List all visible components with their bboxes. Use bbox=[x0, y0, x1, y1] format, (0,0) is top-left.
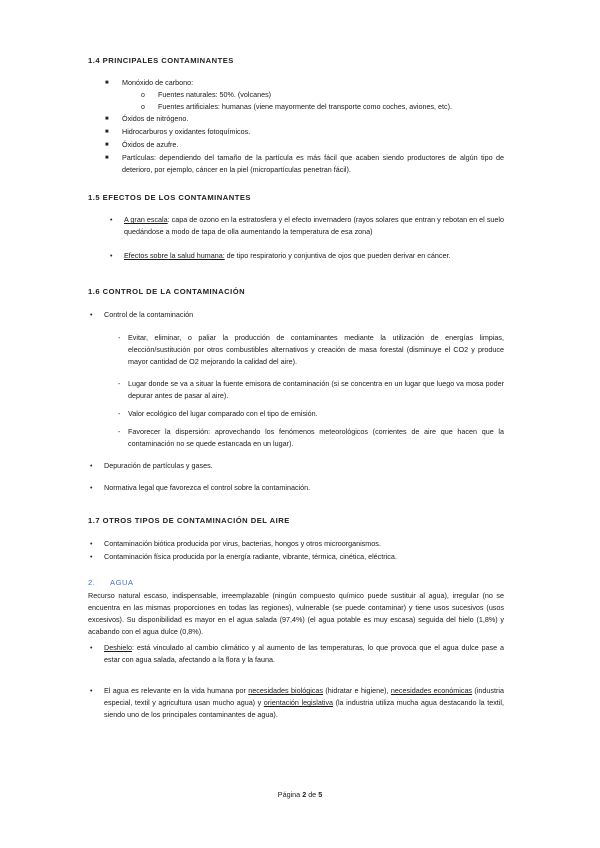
list-item: Óxidos de azufre. bbox=[122, 140, 179, 149]
bullet-icon: • bbox=[90, 541, 93, 548]
list-item: Depuración de partículas y gases. bbox=[104, 461, 213, 470]
item-text: (hidratar e higiene), bbox=[323, 686, 391, 695]
heading-control-contaminacion: 1.6 CONTROL DE LA CONTAMINACIÓN bbox=[88, 287, 246, 296]
bullet-icon: • bbox=[90, 312, 93, 319]
square-bullet-icon: ■ bbox=[105, 116, 109, 122]
list-item: Monóxido de carbono: bbox=[122, 78, 194, 87]
list-item: Contaminación física producida por la energía radiante, vibrante, térmica, cinética, eléctrica. bbox=[104, 552, 397, 561]
list-item: Óxidos de nitrógeno. bbox=[122, 114, 189, 123]
term-deshielo: Deshielo bbox=[104, 643, 132, 652]
list-subitem: Fuentes naturales: 50%. (volcanes) bbox=[158, 90, 272, 99]
list-subitem: Valor ecológico del lugar comparado con el tipo de emisión. bbox=[128, 409, 318, 418]
bullet-icon: • bbox=[90, 463, 93, 470]
list-item-vida-humana bbox=[104, 685, 504, 721]
item-text: de tipo respiratorio y conjuntiva de ojos que pueden derivar en cáncer. bbox=[224, 251, 451, 260]
term-necesidades-biologicas: necesidades biológicas bbox=[248, 686, 323, 695]
item-text: : capa de ozono en la estratosfera y el efecto invernadero (rayos solares que entran y rebotan en el suelo quedándose a modo de tapa de olla aumentando la temperatura de esa zona) bbox=[124, 215, 504, 236]
dash-bullet-icon: - bbox=[118, 429, 121, 436]
bullet-icon: • bbox=[90, 645, 93, 652]
dash-bullet-icon: - bbox=[118, 381, 121, 388]
item-text: (industria especial, textil y agricultura usan mucho agua) y bbox=[104, 686, 504, 707]
list-item: Partículas: dependiendo del tamaño de la partícula es más fácil que acaben siendo productores de algún tipo de deterioro, por ejemplo, cáncer en la piel (micropartículas penetran fácil). bbox=[122, 153, 504, 174]
footer-page-number: 2 bbox=[302, 790, 307, 799]
item-text: (la industria utiliza mucha agua destacando la textil, siendo uno de los principales contaminantes de agua). bbox=[104, 698, 504, 719]
term-gran-escala: A gran escala bbox=[124, 215, 168, 224]
square-bullet-icon: ■ bbox=[105, 80, 109, 86]
footer-sep: de bbox=[308, 790, 317, 799]
footer-label: Página bbox=[277, 790, 301, 799]
list-subitem: Evitar, eliminar, o paliar la producción de contaminantes mediante la utilización de energías limpias, elección/sustitución por otros combustibles alternativos y creación de masa forestal (disminuye el CO2 y produce mayor cantidad de O2 mejorando la calidad del aire). bbox=[128, 333, 504, 366]
bullet-icon: • bbox=[90, 485, 93, 492]
square-bullet-icon: ■ bbox=[105, 155, 109, 161]
list-subitem: Lugar donde se va a situar la fuente emisora de contaminación (si se concentra en un lugar que luego va mosa poder depurar antes de pasar al aire). bbox=[128, 379, 504, 400]
term-salud-humana: Efectos sobre la salud humana: bbox=[124, 251, 225, 260]
list-item-deshielo bbox=[104, 642, 504, 666]
list-item: Normativa legal que favorezca el control sobre la contaminación. bbox=[104, 483, 311, 492]
heading-efectos-contaminantes: 1.5 EFECTOS DE LOS CONTAMINANTES bbox=[88, 193, 251, 202]
circle-bullet-icon: o bbox=[141, 92, 145, 99]
list-subitem: Favorecer la dispersión: aprovechando los fenómenos meteorológicos (corrientes de aire que hacen que la contaminación no se quede estancada en un lugar). bbox=[128, 427, 504, 448]
dash-bullet-icon: - bbox=[118, 411, 121, 418]
list-item: Contaminación biótica producida por virus, bacterias, hongos y otros microorganismos. bbox=[104, 539, 381, 548]
dash-bullet-icon: - bbox=[118, 335, 121, 342]
square-bullet-icon: ■ bbox=[105, 129, 109, 135]
item-text: El agua es relevante en la vida humana por bbox=[104, 686, 249, 695]
footer-page-total: 5 bbox=[318, 790, 323, 799]
square-bullet-icon: ■ bbox=[105, 142, 109, 148]
heading-text: AGUA bbox=[110, 578, 134, 587]
bullet-icon: • bbox=[90, 554, 93, 561]
list-item: Hidrocarburos y oxidantes fotoquímicos. bbox=[122, 127, 251, 136]
circle-bullet-icon: o bbox=[141, 104, 145, 111]
heading-otros-tipos: 1.7 OTROS TIPOS DE CONTAMINACIÓN DEL AIRE bbox=[88, 516, 290, 525]
bullet-icon: • bbox=[110, 217, 113, 224]
item-text: : está vinculado al cambio climático y al aumento de las temperaturas, lo que provoca que el agua dulce pase a estar con agua salada, afectando a la flora y la fauna. bbox=[104, 643, 504, 664]
term-necesidades-economicas: necesidades económicas bbox=[390, 686, 473, 695]
heading-agua bbox=[88, 578, 134, 587]
bullet-icon: • bbox=[90, 688, 93, 695]
list-subitem: Fuentes artificiales: humanas (viene mayormente del transporte como coches, aviones, etc). bbox=[158, 102, 453, 111]
list-item-gran-escala bbox=[124, 214, 504, 238]
heading-number: 2. bbox=[88, 578, 96, 587]
heading-principales-contaminantes: 1.4 PRINCIPALES CONTAMINANTES bbox=[88, 56, 234, 65]
list-item: Control de la contaminación bbox=[104, 310, 194, 319]
page-footer bbox=[0, 790, 600, 799]
paragraph-agua: Recurso natural escaso, indispensable, irreemplazable (ningún compuesto químico puede sustituir al agua), irregular (no se encuentra en las mismas proporciones en todas las regiones), vulnerable (se puede contaminar) y tiene usos sucesivos (usos excesivos). Su disponibilidad es mayor en el agua salada (97,4%) (el agua potable es muy escasa) seguida del hielo (1,8%) y acabando con el agua dulce (0,8%). bbox=[88, 591, 504, 636]
bullet-icon: • bbox=[110, 253, 113, 260]
term-orientacion-legislativa: orientación legislativa bbox=[263, 698, 334, 707]
list-item-salud-humana bbox=[124, 250, 504, 262]
